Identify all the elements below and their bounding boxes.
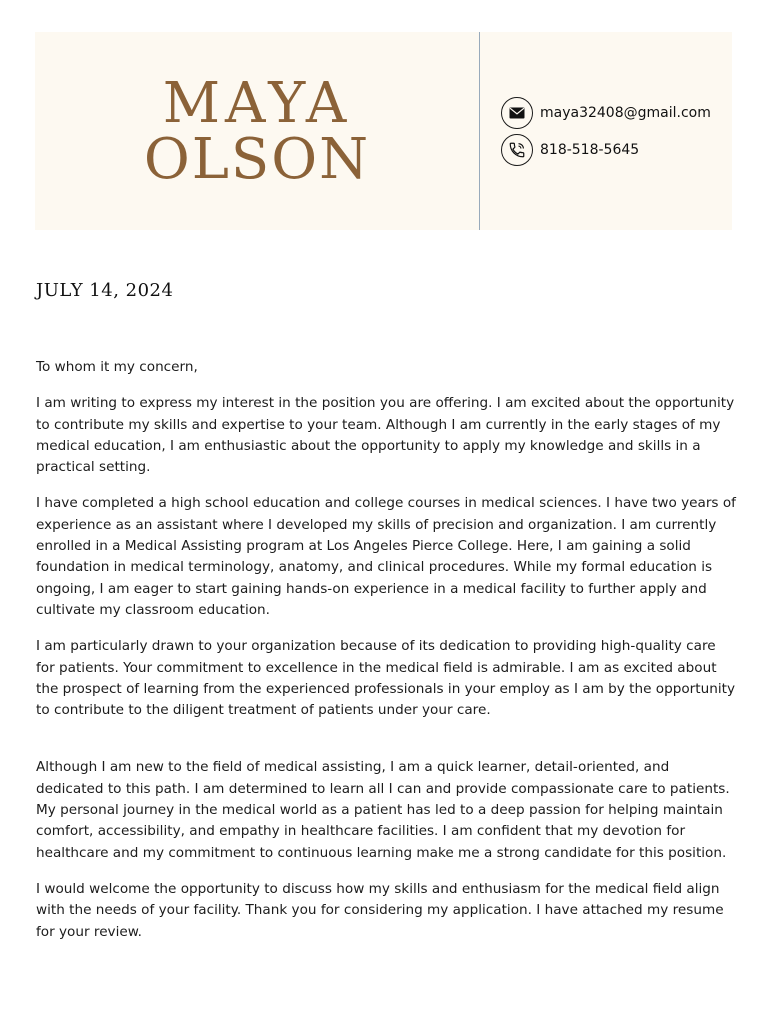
phone-contact <box>501 133 639 167</box>
letter-date: JULY 14, 2024 <box>36 280 174 301</box>
letter-body <box>36 357 736 958</box>
first-name: MAYA <box>162 71 352 136</box>
header-divider <box>479 32 480 230</box>
name-block <box>35 32 479 230</box>
envelope-icon <box>501 97 533 129</box>
email-contact <box>501 96 711 130</box>
phone-icon <box>501 134 533 166</box>
paragraph-1: I am writing to express my interest in the position you are offering. I am excited about the opportunity to contribute my skills and expertise to your team. Although I am currently in the early stages of my medical education, I am enthusiastic about the opportunity to apply my knowledge and skills in a practical setting. <box>36 395 735 476</box>
paragraph-4: Although I am new to the field of medical assisting, I am a quick learner, detail-oriented, and dedicated to this path. I am determined to learn all I can and provide compassionate care to patients. My personal journey in the medical world as a patient has led to a deep passion for helping maintain comfort, accessibility, and empathy in healthcare facilities. I am confident that my devotion for healthcare and my commitment to continuous learning make me a strong candidate for this position. <box>36 759 730 861</box>
paragraph-2: I have completed a high school education and college courses in medical sciences. I have two years of experience as an assistant where I developed my skills of precision and organization. I am currently enrolled in a Medical Assisting program at Los Angeles Pierce College. Here, I am gaining a solid foundation in medical terminology, anatomy, and clinical procedures. While my formal education is ongoing, I am eager to start gaining hands-on experience in a medical facility to further apply and cultivate my classroom education. <box>36 495 736 618</box>
paragraph-5: I would welcome the opportunity to discuss how my skills and enthusiasm for the medical field align with the needs of your facility. Thank you for considering my application. I have attached my resume for your review. <box>36 880 724 940</box>
phone-text[interactable]: 818-518-5645 <box>540 142 640 158</box>
email-text[interactable]: maya32408@gmail.com <box>540 105 711 121</box>
salutation: To whom it my concern, <box>36 359 198 375</box>
last-name: OLSON <box>143 127 371 192</box>
paragraph-3: I am particularly drawn to your organization because of its dedication to providing high-quality care for patients. Your commitment to excellence in the medical field is admirable. I am as excited about the prospect of learning from the experienced professionals in your employ as I am by the opportunity to contribute to the diligent treatment of patients under your care. <box>36 638 735 719</box>
letter-header <box>35 32 732 230</box>
